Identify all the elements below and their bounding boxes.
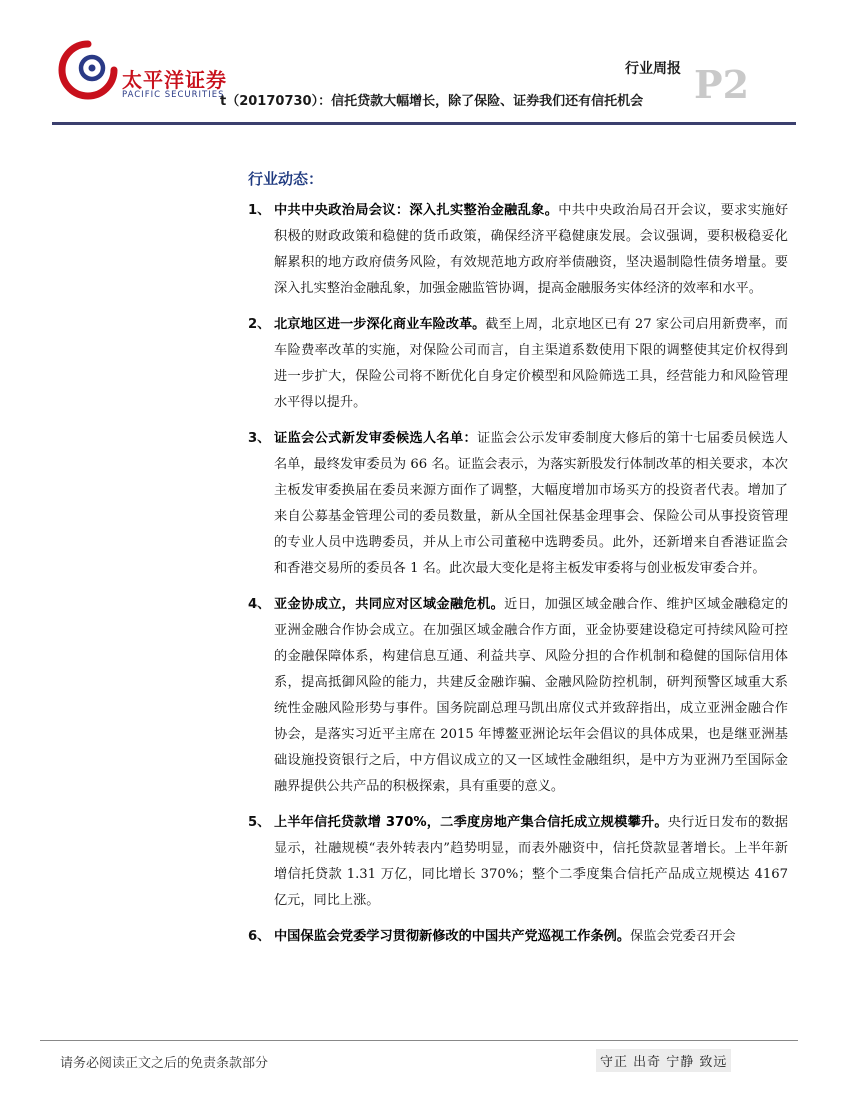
section-title: 行业动态： — [248, 170, 324, 188]
news-item-5 — [248, 810, 788, 914]
footer-disclaimer: 请务必阅读正文之后的免责条款部分 — [60, 1056, 269, 1071]
page-number: P2 — [694, 62, 750, 107]
news-item-4 — [248, 592, 788, 800]
news-body: 央行近日发布的数据显示，社融规模“表外转表内”趋势明显，而表外融资中，信托贷款显著增长。上半年新增信托贷款 1.31 万亿，同比增长 370%；整个二季度集合信托产品成立规模达 4167 亿元，同比上涨。 — [274, 815, 788, 908]
news-headline: 上半年信托贷款增 370%，二季度房地产集合信托成立规模攀升。 — [274, 815, 668, 830]
news-number: 1、 — [248, 203, 271, 218]
brand-name-en: PACIFIC SECURITIES — [122, 90, 225, 100]
footer-motto: 守正 出奇 宁静 致远 — [596, 1049, 731, 1072]
news-headline: 中共中央政治局会议：深入扎实整治金融乱象。 — [274, 203, 559, 218]
news-headline: 亚金协成立，共同应对区域金融危机。 — [274, 597, 505, 612]
news-headline: 北京地区进一步深化商业车险改革。 — [274, 317, 486, 332]
pacific-securities-logo — [58, 40, 118, 100]
header-divider — [52, 122, 796, 125]
news-number: 4、 — [248, 597, 271, 612]
brand-name-cn: 太平洋证券 — [122, 68, 227, 92]
news-number: 5、 — [248, 815, 271, 830]
news-number: 3、 — [248, 431, 271, 446]
news-item-6 — [248, 924, 788, 950]
news-body: 保监会党委召开会 — [630, 929, 736, 944]
news-number: 2、 — [248, 317, 271, 332]
news-number: 6、 — [248, 929, 271, 944]
report-title: t（20170730）：信托贷款大幅增长，除了保险、证券我们还有信托机会 — [220, 94, 644, 109]
report-type: 行业周报 — [625, 61, 681, 77]
news-body: 证监会公示发审委制度大修后的第十七届委员候选人名单，最终发审委员为 66 名。证监会表示，为落实新股发行体制改革的相关要求，本次主板发审委换届在委员来源方面作了调整，大幅度增加市场买方的投资者代表。增加了来自公募基金管理公司的委员数量，新从全国社保基金理事会、保险公司从事投资管理的专业人员中选聘委员，并从上市公司董秘中选聘委员。此外，还新增来自香港证监会和香港交易所的委员各 1 名。此次最大变化是将主板发审委将与创业板发审委合并。 — [274, 431, 788, 576]
news-item-1 — [248, 198, 788, 302]
news-item-3 — [248, 426, 788, 582]
news-body: 截至上周，北京地区已有 27 家公司启用新费率，而车险费率改革的实施，对保险公司而言，自主渠道系数使用下限的调整使其定价权得到进一步扩大，保险公司将不断优化自身定价模型和风险筛选工具，经营能力和风险管理水平得以提升。 — [274, 317, 788, 410]
news-item-2 — [248, 312, 788, 416]
news-list — [248, 198, 788, 960]
news-body: 近日，加强区域金融合作、维护区域金融稳定的亚洲金融合作协会成立。在加强区域金融合作方面，亚金协要建设稳定可持续风险可控的金融保障体系，构建信息互通、利益共享、风险分担的合作机制和稳健的国际信用体系，提高抵御风险的能力，共建反金融诈骗、金融风险防控机制，研判预警区域重大系统性金融风险形势与事件。国务院副总理马凯出席仪式并致辞指出，成立亚洲金融合作协会，是落实习近平主席在 2015 年博鳌亚洲论坛年会倡议的具体成果，也是继亚洲基础设施投资银行之后，中方倡议成立的又一区域性金融组织，是中方为亚洲乃至国际金融界提供公共产品的积极探索，具有重要的意义。 — [274, 597, 789, 794]
news-headline: 证监会公式新发审委候选人名单： — [274, 431, 478, 446]
news-body: 中共中央政治局召开会议，要求实施好积极的财政政策和稳健的货币政策，确保经济平稳健康发展。会议强调，要积极稳妥化解累积的地方政府债务风险，有效规范地方政府举债融资，坚决遏制隐性债务增量。要深入扎实整治金融乱象，加强金融监管协调，提高金融服务实体经济的效率和水平。 — [274, 203, 789, 296]
footer-divider — [40, 1040, 798, 1041]
news-headline: 中国保监会党委学习贯彻新修改的中国共产党巡视工作条例。 — [274, 929, 631, 944]
